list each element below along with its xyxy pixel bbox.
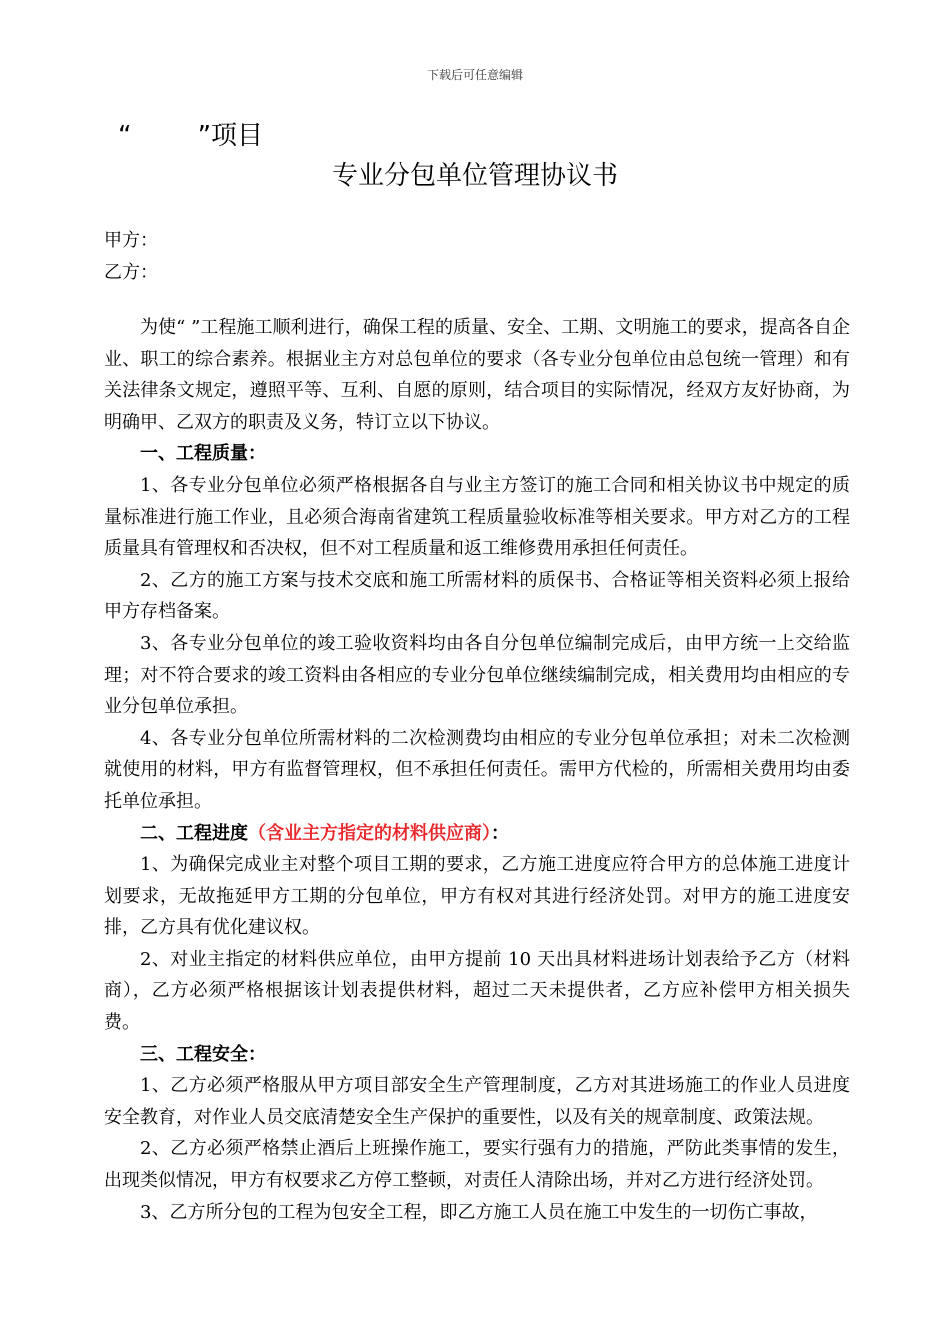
quality-clause-2: 2、乙方的施工方案与技术交底和施工所需材料的质保书、合格证等相关资料必须上报给甲方存档备案。 — [104, 569, 850, 623]
party-b-label: 乙方： — [104, 262, 158, 283]
safety-clause-1: 1、乙方必须严格服从甲方项目部安全生产管理制度，乙方对其进场施工的作业人员进度安全教育，对作业人员交底清楚安全生产保护的重要性，以及有关的规章制度、政策法规。 — [104, 1075, 850, 1128]
progress-clause-1: 1、为确保完成业主对整个项目工期的要求，乙方施工进度应符合甲方的总体施工进度计划要求，无故拖延甲方工期的分包单位，甲方有权对其进行经济处罚。对甲方的施工进度安排，乙方具有优化建议权。 — [104, 854, 850, 939]
progress-heading-text: 二、工程进度 — [140, 822, 248, 844]
main-title: 专业分包单位管理协议书 — [331, 161, 618, 191]
progress-heading-colon: ： — [491, 822, 509, 844]
project-title: “ ”项目 — [118, 121, 264, 151]
quality-clause-1: 1、各专业分包单位必须严格根据各自与业主方签订的施工合同和相关协议书中规定的质量标准进行施工作业，且必须合海南省建筑工程质量验收标准等相关要求。甲方对乙方的工程质量具有管理权和否决权，但不对工程质量和返工维修费用承担任何责任。 — [104, 474, 850, 560]
progress-clause-2: 2、对业主指定的材料供应单位，由甲方提前 10 天出具材料进场计划表给予乙方（材料商），乙方必须严格根据该计划表提供材料，超过二天未提供者，乙方应补偿甲方相关损失费。 — [104, 948, 850, 1034]
quality-clause-4: 4、各专业分包单位所需材料的二次检测费均由相应的专业分包单位承担；对未二次检测就使用的材料，甲方有监督管理权，但不承担任何责任。需甲方代检的，所需相关费用均由委托单位承担。 — [104, 727, 850, 812]
quality-clause-3: 3、各专业分包单位的竣工验收资料均由各自分包单位编制完成后，由甲方统一上交给监理；对不符合要求的竣工资料由各相应的专业分包单位继续编制完成，相关费用均由相应的专业分包单位承担。 — [104, 632, 850, 718]
agreement-body — [104, 312, 850, 1228]
section-heading-safety: 三、工程安全： — [140, 1043, 266, 1065]
intro-paragraph: 为使“ ”工程施工顺利进行，确保工程的质量、安全、工期、文明施工的要求，提高各自企业、职工的综合素养。根据业主方对总包单位的要求（各专业分包单位由总包统一管理）和有关法律条文规定，遵照平等、互利、自愿的原则，结合项目的实际情况，经双方友好协商，为明确甲、乙双方的职责及义务，特订立以下协议。 — [104, 317, 850, 433]
section-heading-quality: 一、工程质量： — [140, 443, 266, 465]
party-a-label: 甲方： — [104, 230, 158, 251]
progress-heading-note: （含业主方指定的材料供应商） — [248, 822, 491, 844]
header-note: 下载后可任意编辑 — [426, 68, 523, 82]
section-heading-progress — [104, 818, 850, 850]
safety-clause-3: 3、乙方所分包的工程为包安全工程，即乙方施工人员在施工中发生的一切伤亡事故， — [140, 1201, 818, 1223]
safety-clause-2: 2、乙方必须严格禁止酒后上班操作施工，要实行强有力的措施，严防此类事情的发生，出现类似情况，甲方有权要求乙方停工整顿，对责任人清除出场，并对乙方进行经济处罚。 — [104, 1138, 850, 1192]
